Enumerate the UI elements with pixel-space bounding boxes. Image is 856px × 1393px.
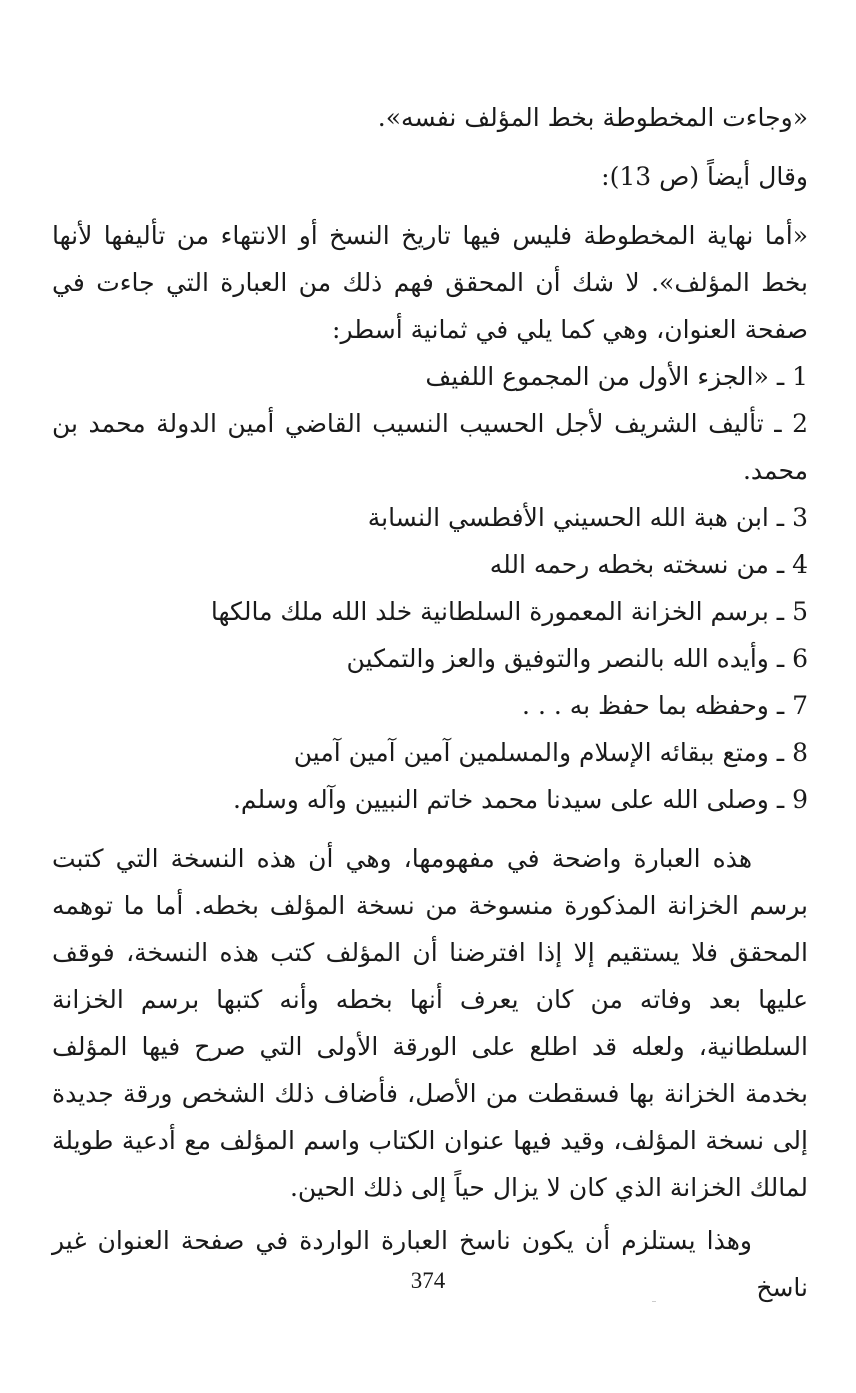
title-line-8: 8 ـ ومتع ببقائه الإسلام والمسلمين آمين آمين آمين xyxy=(293,738,808,767)
title-line-3: 3 ـ ابن هبة الله الحسيني الأفطسي النسابة xyxy=(367,503,808,532)
quote-line: «وجاءت المخطوطة بخط المؤلف نفسه». xyxy=(377,103,808,132)
title-line-5: 5 ـ برسم الخزانة المعمورة السلطانية خلد الله ملك مالكها xyxy=(210,597,808,626)
title-line-7: 7 ـ وحفظه بما حفظ به . . . xyxy=(522,691,808,720)
page-number: 374 xyxy=(410,1268,446,1293)
quote-paragraph: «أما نهاية المخطوطة فليس فيها تاريخ النسخ أو الانتهاء من تأليفها لأنها بخط المؤلف». لا شك أن المحقق فهم ذلك من العبارة التي جاءت في صفحة العنوان، وهي كما يلي في ثمانية أسطر: xyxy=(52,221,808,344)
title-line-2: 2 ـ تأليف الشريف لأجل الحسيب النسيب القاضي أمين الدولة محمد بن محمد. xyxy=(52,409,808,485)
said-also-line: وقال أيضاً (ص 13): xyxy=(601,162,808,191)
body-paragraph: هذه العبارة واضحة في مفهومها، وهي أن هذه النسخة التي كتبت برسم الخزانة المذكورة منسوخة من نسخة المؤلف بخطه. أما ما توهمه المحقق فلا يستقيم إلا إذا افترضنا أن المؤلف كتب هذه النسخة، فوقف عليها بعد وفاته من كان يعرف أنها بخطه وأنه كتبها برسم الخزانة السلطانية، ولعله قد اطلع على الورقة الأولى التي صرح فيها المؤلف بخدمة الخزانة بها فسقطت من الأصل، فأضاف ذلك الشخص ورقة جديدة إلى نسخة المؤلف، وقيد فيها عنوان الكتاب واسم المؤلف مع أدعية طويلة لمالك الخزانة الذي كان لا يزال حياً إلى ذلك الحين. xyxy=(52,844,808,1202)
title-page-lines xyxy=(52,353,808,823)
scan-mark xyxy=(652,1301,656,1302)
page-body xyxy=(52,94,808,1311)
body-paragraph: وهذا يستلزم أن يكون ناسخ العبارة الواردة في صفحة العنوان غير ناسخ xyxy=(52,1226,808,1302)
title-line-6: 6 ـ وأيده الله بالنصر والتوفيق والعز والتمكين xyxy=(346,644,808,673)
title-line-9: 9 ـ وصلى الله على سيدنا محمد خاتم النبيين وآله وسلم. xyxy=(232,785,808,814)
title-line-1: 1 ـ «الجزء الأول من المجموع اللفيف xyxy=(425,362,808,391)
title-line-4: 4 ـ من نسخته بخطه رحمه الله xyxy=(489,550,808,579)
